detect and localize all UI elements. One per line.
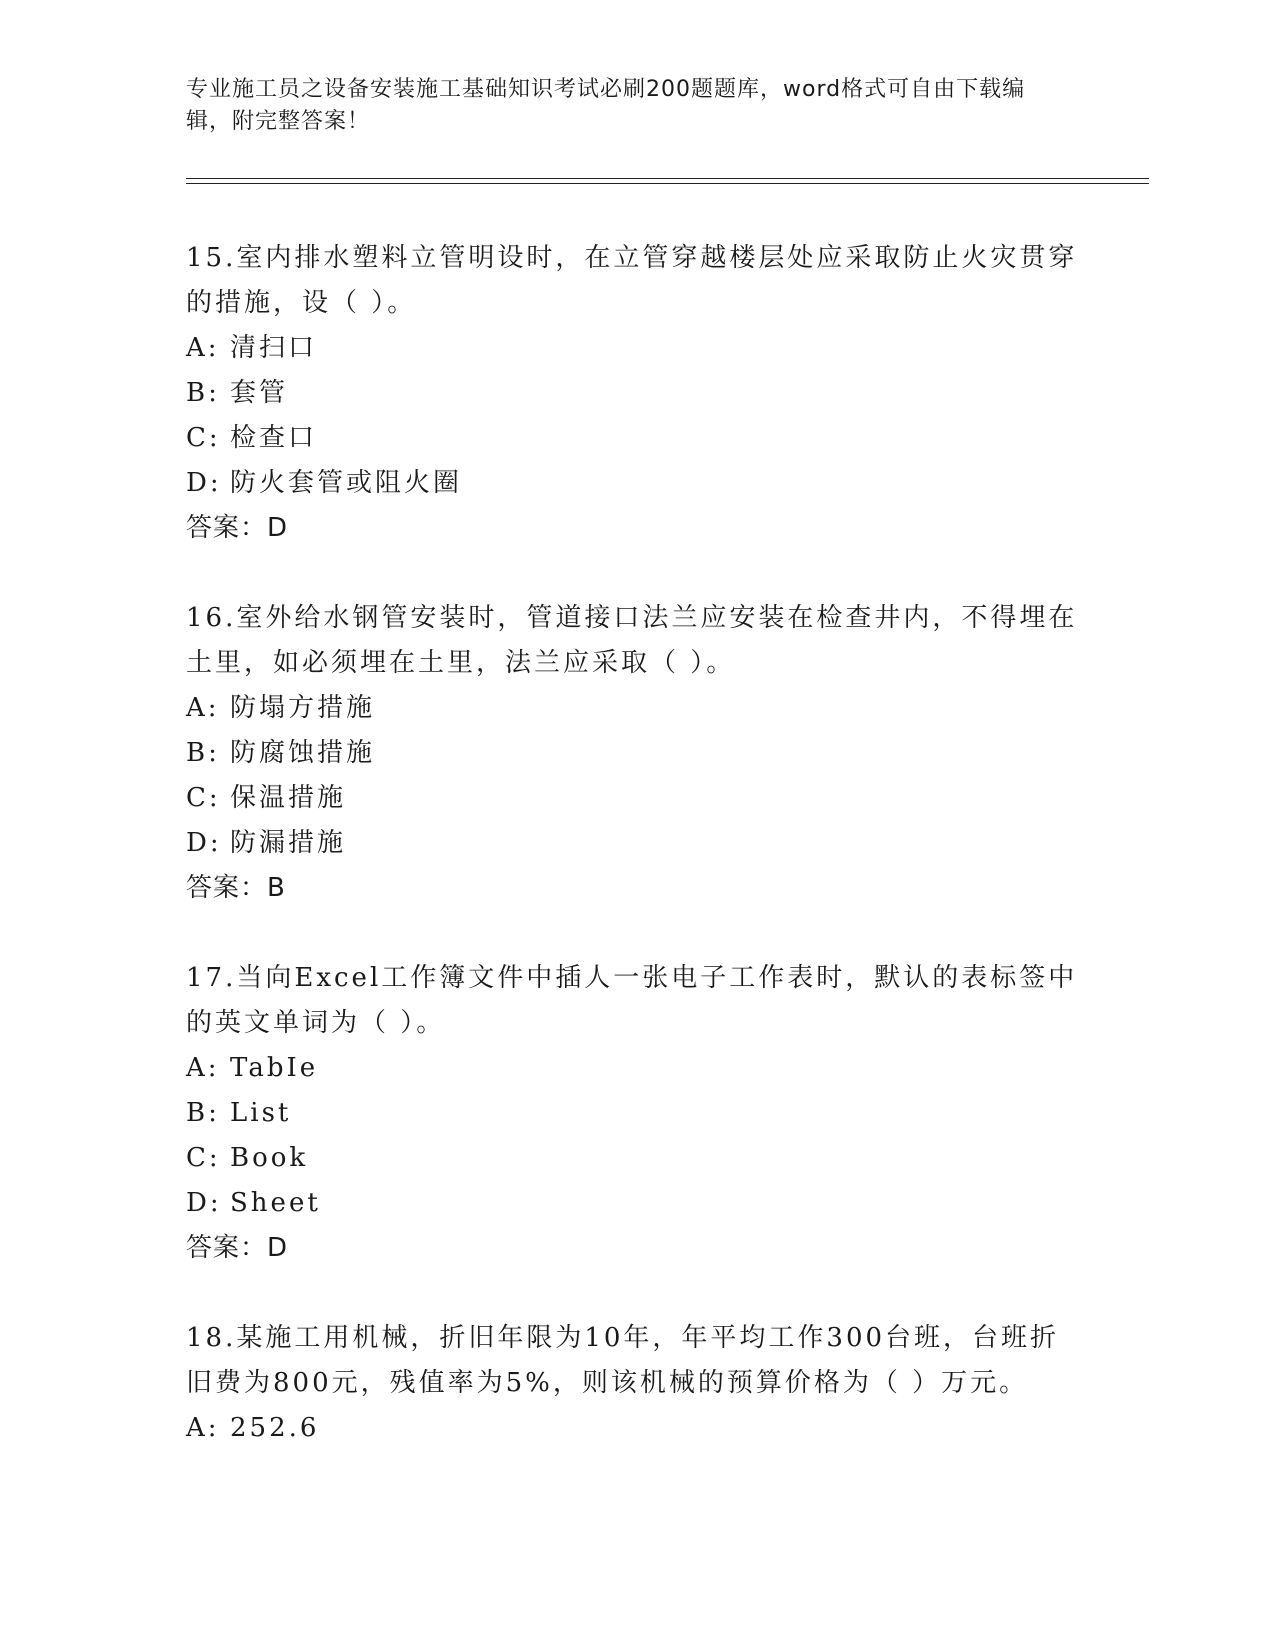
option-text: List: [230, 1098, 292, 1128]
answer-line: 答案：D: [186, 1233, 289, 1263]
option-d: [186, 461, 1086, 506]
option-text: 防腐蚀措施: [230, 738, 376, 768]
option-letter: A:: [186, 333, 220, 363]
question-stem: 18.某施工用机械，折旧年限为10年，年平均工作300台班，台班折旧费为800元，残值率为5%，则该机械的预算价格为（ ）万元。: [186, 1323, 1060, 1398]
option-c: [186, 1136, 1086, 1181]
option-c: [186, 776, 1086, 821]
option-text: TabIe: [230, 1053, 319, 1083]
option-text: Sheet: [230, 1188, 321, 1218]
option-c: [186, 416, 1086, 461]
option-letter: D:: [186, 1188, 222, 1218]
header-divider-bottom: [186, 183, 1149, 184]
option-letter: C:: [186, 783, 221, 813]
option-text: 防漏措施: [230, 828, 347, 858]
option-d: [186, 1181, 1086, 1226]
option-text: 检查口: [230, 423, 318, 453]
option-text: 保温措施: [230, 783, 347, 813]
option-letter: C:: [186, 1143, 221, 1173]
option-letter: B:: [186, 1098, 220, 1128]
option-text: 防塌方措施: [230, 693, 376, 723]
option-d: [186, 821, 1086, 866]
option-b: [186, 731, 1086, 776]
question-17: [186, 956, 1086, 1271]
option-letter: A:: [186, 693, 220, 723]
answer-line: 答案：B: [186, 873, 286, 903]
option-b: [186, 1091, 1086, 1136]
option-a: [186, 686, 1086, 731]
question-15: [186, 236, 1086, 551]
question-16: [186, 596, 1086, 911]
question-stem: 17.当向Excel工作簿文件中插人一张电子工作表时，默认的表标签中的英文单词为（ ）。: [186, 963, 1078, 1038]
option-a: [186, 1046, 1086, 1091]
option-letter: A:: [186, 1413, 220, 1443]
question-18: [186, 1316, 1086, 1451]
question-stem: 15.室内排水塑料立管明设时，在立管穿越楼层处应采取防止火灾贯穿的措施，设（ ）。: [186, 243, 1078, 318]
option-letter: A:: [186, 1053, 220, 1083]
option-letter: B:: [186, 378, 220, 408]
option-text: 清扫口: [230, 333, 318, 363]
question-list: [186, 236, 1086, 1496]
option-text: 防火套管或阻火圈: [230, 468, 463, 498]
option-b: [186, 371, 1086, 416]
option-text: 252.6: [230, 1413, 320, 1443]
option-text: Book: [230, 1143, 309, 1173]
option-letter: C:: [186, 423, 221, 453]
option-letter: B:: [186, 738, 220, 768]
header-divider-top: [186, 178, 1149, 179]
document-header: 专业施工员之设备安装施工基础知识考试必刷200题题库，word格式可自由下载编辑，附完整答案！: [186, 77, 1026, 134]
option-a: [186, 1406, 1086, 1451]
option-text: 套管: [230, 378, 289, 408]
question-stem: 16.室外给水钢管安装时，管道接口法兰应安装在检查井内，不得埋在土里，如必须埋在土里，法兰应采取（ ）。: [186, 603, 1078, 678]
option-letter: D:: [186, 828, 222, 858]
option-a: [186, 326, 1086, 371]
option-letter: D:: [186, 468, 222, 498]
answer-line: 答案：D: [186, 513, 289, 543]
